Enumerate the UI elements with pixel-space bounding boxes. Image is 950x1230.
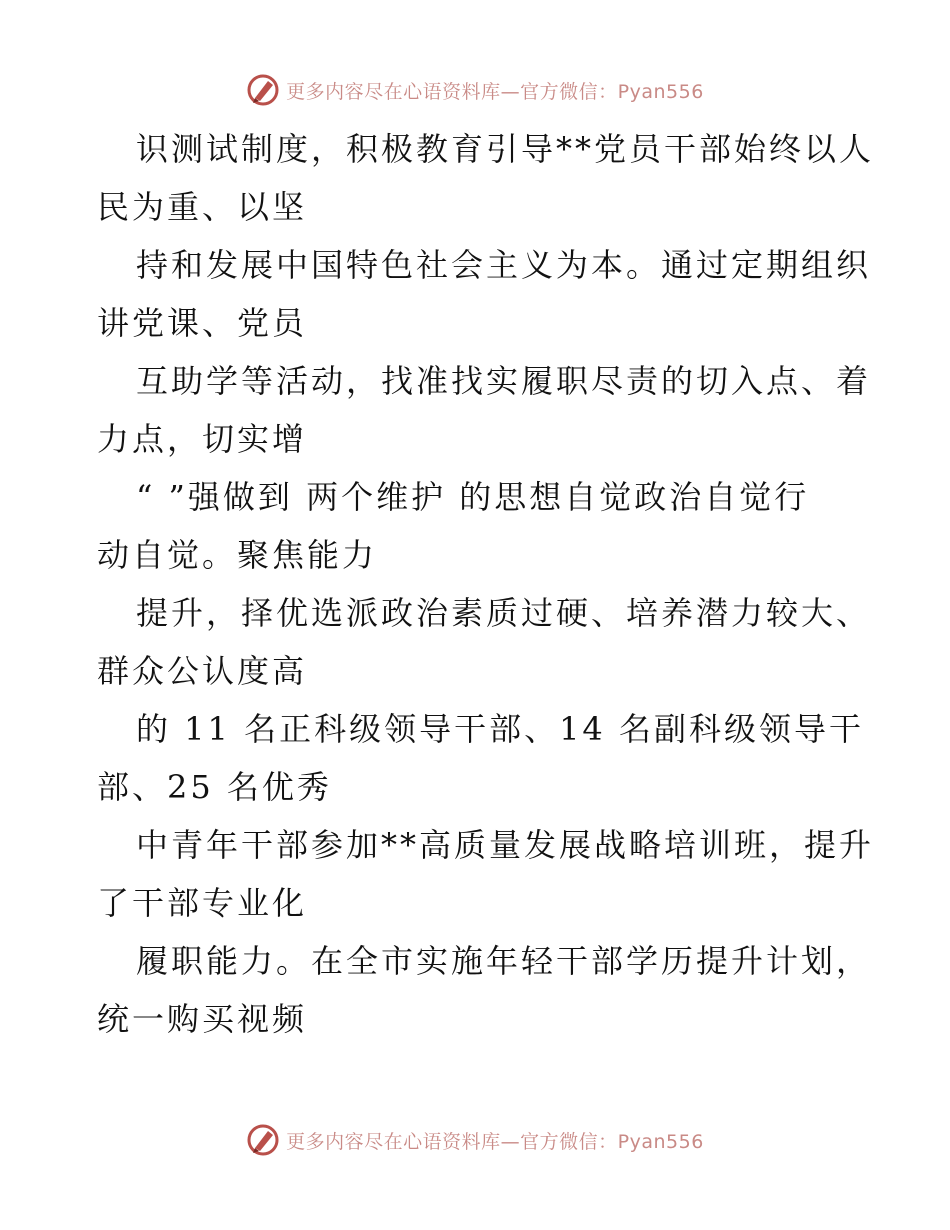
text-line: 的 11 名正科级领导干部、14 名副科级领导干	[136, 710, 864, 748]
footer-banner-text: 更多内容尽在心语资料库—官方微信：Pyan556	[286, 1130, 704, 1153]
text-line: 持和发展中国特色社会主义为本。通过定期组织	[136, 246, 872, 284]
text-line: 识测试制度，积极教育引导**党员干部始终以人	[136, 130, 875, 168]
text-line: 动自觉。聚焦能力	[97, 536, 378, 574]
text-line: 力点，切实增	[97, 420, 308, 458]
text-line: 讲党课、党员	[97, 304, 308, 342]
header-banner-text: 更多内容尽在心语资料库—官方微信：Pyan556	[286, 80, 704, 103]
text-line: 了干部专业化	[97, 884, 308, 922]
text-line: 部、25 名优秀	[97, 768, 332, 806]
text-line: 履职能力。在全市实施年轻干部学历提升计划，	[136, 942, 872, 980]
footer-banner	[0, 1120, 950, 1160]
header-banner	[0, 70, 950, 110]
document-body	[97, 120, 877, 1048]
text-line: “ ”强做到 两个维护 的思想自觉政治自觉行	[136, 478, 810, 516]
text-line: 统一购买视频	[97, 1000, 308, 1038]
pen-in-circle-icon	[246, 1123, 280, 1157]
text-line: 中青年干部参加**高质量发展战略培训班，提升	[136, 826, 875, 864]
text-line: 互助学等活动，找准找实履职尽责的切入点、着	[136, 362, 872, 400]
text-line: 提升，择优选派政治素质过硬、培养潜力较大、	[136, 594, 872, 632]
text-line: 民为重、以坚	[97, 188, 308, 226]
text-line: 群众公认度高	[97, 652, 308, 690]
pen-in-circle-icon	[246, 73, 280, 107]
